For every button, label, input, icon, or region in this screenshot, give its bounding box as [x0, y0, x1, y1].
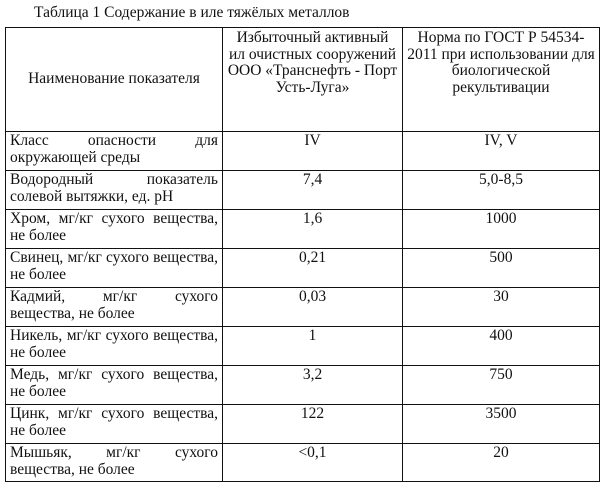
sludge-value-cell: 122	[223, 405, 403, 444]
indicator-name-cell: Класс опасности для окружающей среды	[6, 132, 223, 171]
sludge-value-cell: 1,6	[223, 210, 403, 249]
norm-value-cell: 500	[403, 249, 600, 288]
table-row	[6, 210, 600, 249]
header-gost-norm: Норма по ГОСТ Р 54534-2011 при использовании для биологической рекультивации	[403, 28, 600, 132]
sludge-value-cell: <0,1	[223, 444, 403, 482]
sludge-value-cell: 1	[223, 327, 403, 366]
norm-value-cell: 400	[403, 327, 600, 366]
indicator-name-cell: Никель, мг/кг сухого вещества, не более	[6, 327, 223, 366]
norm-value-cell: 1000	[403, 210, 600, 249]
indicator-name-cell: Медь, мг/кг сухого вещества, не более	[6, 366, 223, 405]
norm-value-cell: IV, V	[403, 132, 600, 171]
table-row	[6, 366, 600, 405]
indicator-name-cell: Водородный показатель солевой вытяжки, ед. pH	[6, 171, 223, 210]
indicator-name-cell: Мышьяк, мг/кг сухого вещества, не более	[6, 444, 223, 482]
sludge-value-cell: IV	[223, 132, 403, 171]
header-indicator-name: Наименование показателя	[6, 28, 223, 132]
table-caption: Таблица 1 Содержание в иле тяжёлых металлов	[34, 4, 350, 21]
sludge-value-cell: 3,2	[223, 366, 403, 405]
table-row	[6, 405, 600, 444]
norm-value-cell: 30	[403, 288, 600, 327]
table-row	[6, 444, 600, 482]
norm-value-cell: 3500	[403, 405, 600, 444]
indicator-name-cell: Свинец, мг/кг сухого вещества, не более	[6, 249, 223, 288]
sludge-value-cell: 7,4	[223, 171, 403, 210]
indicator-name-cell: Кадмий, мг/кг сухого вещества, не более	[6, 288, 223, 327]
table-row	[6, 132, 600, 171]
norm-value-cell: 750	[403, 366, 600, 405]
indicator-name-cell: Цинк, мг/кг сухого вещества, не более	[6, 405, 223, 444]
table-row	[6, 288, 600, 327]
heavy-metals-table	[5, 27, 600, 482]
sludge-value-cell: 0,21	[223, 249, 403, 288]
header-sludge-content: Избыточный активный ил очистных сооружений ООО «Транснефть - Порт Усть-Луга»	[223, 28, 403, 132]
table-row	[6, 171, 600, 210]
table-row	[6, 249, 600, 288]
table-body	[6, 28, 600, 482]
norm-value-cell: 20	[403, 444, 600, 482]
sludge-value-cell: 0,03	[223, 288, 403, 327]
table-row	[6, 327, 600, 366]
norm-value-cell: 5,0-8,5	[403, 171, 600, 210]
indicator-name-cell: Хром, мг/кг сухого вещества, не более	[6, 210, 223, 249]
header-row	[6, 28, 600, 132]
